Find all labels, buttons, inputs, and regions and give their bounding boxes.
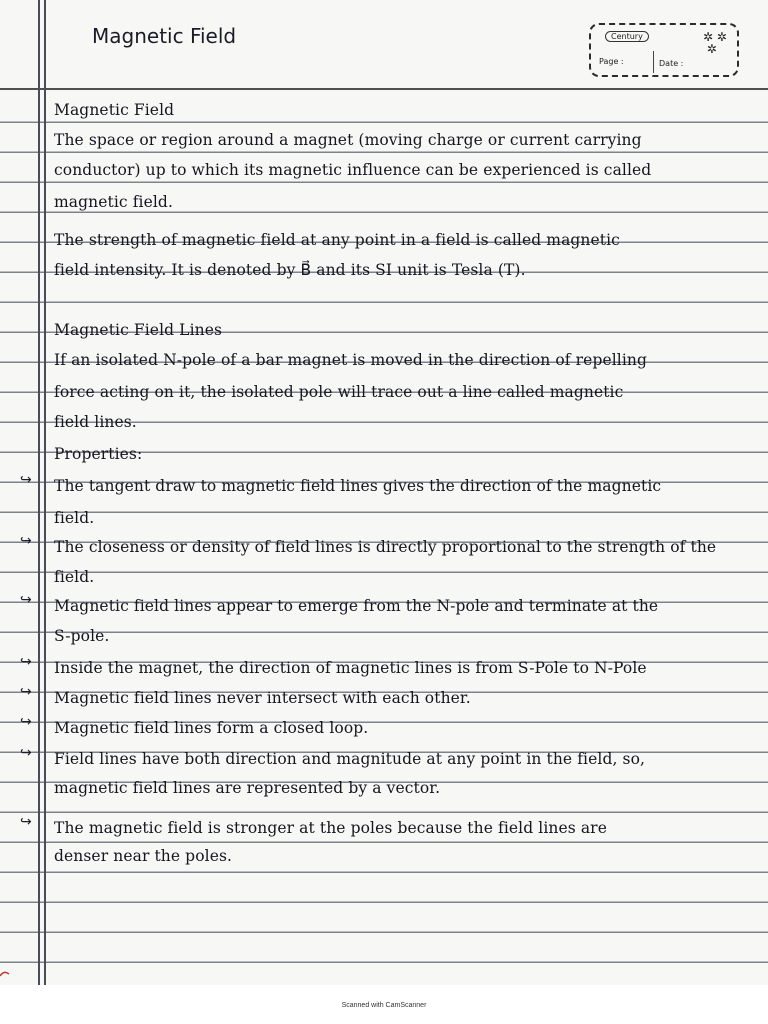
note-line: conductor) up to which its magnetic influence can be experienced is called xyxy=(54,161,652,179)
note-line: Inside the magnet, the direction of magnetic lines is from S-Pole to N-Pole xyxy=(54,659,647,677)
bullet-arrow-icon: ↪ xyxy=(20,745,32,761)
note-line: Field lines have both direction and magnitude at any point in the field, so, xyxy=(54,750,646,768)
note-line: magnetic field. xyxy=(54,193,173,211)
bullet-arrow-icon: ↪ xyxy=(20,684,32,700)
note-line: Magnetic field lines appear to emerge from the N-pole and terminate at the xyxy=(54,597,659,615)
note-line: The space or region around a magnet (moving charge or current carrying xyxy=(54,131,642,149)
page-title: Magnetic Field xyxy=(92,24,237,48)
note-line: field. xyxy=(54,509,95,527)
date-label: Date : xyxy=(659,59,684,68)
note-line: The closeness or density of field lines is directly proportional to the strength of the xyxy=(54,538,717,556)
page-corner-mark xyxy=(0,968,10,978)
margin-line xyxy=(44,0,46,985)
note-line: Magnetic Field Lines xyxy=(54,321,223,339)
note-line: Magnetic field lines never intersect with each other. xyxy=(54,689,471,707)
note-line: field lines. xyxy=(54,413,137,431)
note-line: Magnetic field lines form a closed loop. xyxy=(54,719,369,737)
bullet-arrow-icon: ↪ xyxy=(20,592,32,608)
bullet-arrow-icon: ↪ xyxy=(20,472,32,488)
note-line: The strength of magnetic field at any point in a field is called magnetic xyxy=(54,231,620,249)
logo-divider xyxy=(653,51,654,73)
bullet-arrow-icon: ↪ xyxy=(20,533,32,549)
note-line: Magnetic Field xyxy=(54,101,175,119)
bullet-arrow-icon: ↪ xyxy=(20,814,32,830)
note-line: Properties: xyxy=(54,445,143,463)
note-line: If an isolated N-pole of a bar magnet is moved in the direction of repelling xyxy=(54,351,648,369)
note-line: The tangent draw to magnetic field lines gives the direction of the magnetic xyxy=(54,477,662,495)
brand-logo: Century xyxy=(605,31,649,42)
notebook-logo-box xyxy=(589,23,739,77)
note-line: magnetic field lines are represented by a vector. xyxy=(54,779,441,797)
margin-line xyxy=(38,0,40,985)
star-decoration-icon: ✲ ✲ ✲ xyxy=(703,30,727,56)
bullet-arrow-icon: ↪ xyxy=(20,714,32,730)
page-label: Page : xyxy=(599,57,624,66)
note-line: force acting on it, the isolated pole will trace out a line called magnetic xyxy=(54,383,624,401)
note-line xyxy=(54,290,760,318)
scanner-watermark: Scanned with CamScanner xyxy=(341,1002,427,1009)
header-rule xyxy=(0,88,768,90)
note-line: denser near the poles. xyxy=(54,847,233,865)
note-line: field. xyxy=(54,568,95,586)
note-line: S-pole. xyxy=(54,627,110,645)
note-line: field intensity. It is denoted by B⃗ and its SI unit is Tesla (T). xyxy=(54,261,526,279)
bullet-arrow-icon: ↪ xyxy=(20,654,32,670)
note-line: The magnetic field is stronger at the poles because the field lines are xyxy=(54,819,607,837)
